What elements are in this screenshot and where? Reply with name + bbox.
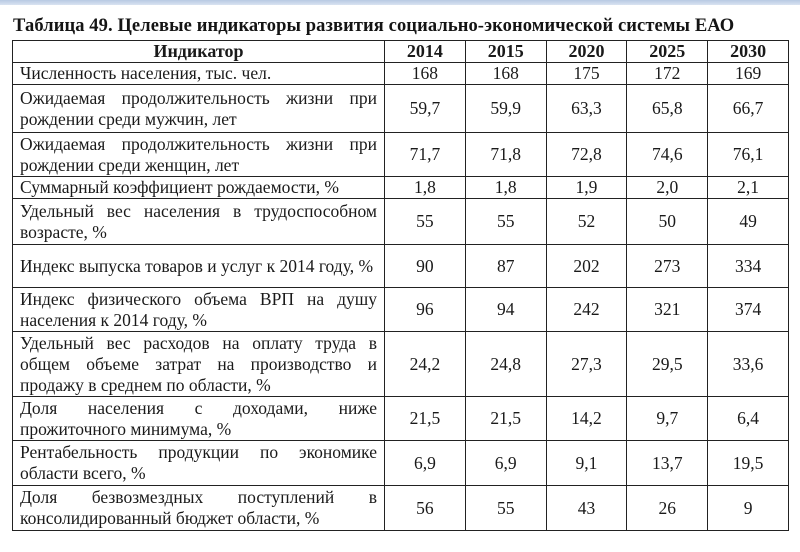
row-label: Ожидаемая продолжительность жизни при рождении среди женщин, лет xyxy=(13,133,385,177)
cell-value: 19,5 xyxy=(708,441,789,486)
cell-value: 59,9 xyxy=(465,85,546,133)
cell-value: 9 xyxy=(708,486,789,531)
cell-value: 2,1 xyxy=(708,177,789,199)
row-label: Индекс физического объема ВРП на душу населения к 2014 году, % xyxy=(13,288,385,332)
cell-value: 74,6 xyxy=(627,133,708,177)
cell-value: 242 xyxy=(546,288,627,332)
cell-value: 90 xyxy=(385,245,466,288)
cell-value: 1,8 xyxy=(385,177,466,199)
table-title: Таблица 49. Целевые индикаторы развития социально-экономической системы ЕАО xyxy=(13,16,735,36)
row-label: Ожидаемая продолжительность жизни при рождении среди мужчин, лет xyxy=(13,85,385,133)
table-row xyxy=(13,63,789,85)
cell-value: 71,8 xyxy=(465,133,546,177)
cell-value: 63,3 xyxy=(546,85,627,133)
cell-value: 55 xyxy=(465,486,546,531)
row-label: Численность населения, тыс. чел. xyxy=(13,63,385,85)
table-row xyxy=(13,441,789,486)
row-label: Суммарный коэффициент рождаемости, % xyxy=(13,177,385,199)
cell-value: 169 xyxy=(708,63,789,85)
cell-value: 50 xyxy=(627,199,708,245)
cell-value: 52 xyxy=(546,199,627,245)
cell-value: 76,1 xyxy=(708,133,789,177)
cell-value: 96 xyxy=(385,288,466,332)
header-indicator: Индикатор xyxy=(13,41,385,63)
indicators-table xyxy=(12,40,789,531)
cell-value: 6,9 xyxy=(385,441,466,486)
cell-value: 55 xyxy=(465,199,546,245)
cell-value: 24,2 xyxy=(385,332,466,397)
header-year: 2030 xyxy=(708,41,789,63)
cell-value: 94 xyxy=(465,288,546,332)
table-row xyxy=(13,85,789,133)
cell-value: 374 xyxy=(708,288,789,332)
header-year: 2025 xyxy=(627,41,708,63)
cell-value: 172 xyxy=(627,63,708,85)
cell-value: 1,9 xyxy=(546,177,627,199)
cell-value: 56 xyxy=(385,486,466,531)
cell-value: 65,8 xyxy=(627,85,708,133)
table-row xyxy=(13,332,789,397)
cell-value: 59,7 xyxy=(385,85,466,133)
cell-value: 9,7 xyxy=(627,397,708,441)
cell-value: 49 xyxy=(708,199,789,245)
cell-value: 6,9 xyxy=(465,441,546,486)
cell-value: 72,8 xyxy=(546,133,627,177)
row-label: Удельный вес населения в трудоспособном возрасте, % xyxy=(13,199,385,245)
header-year: 2015 xyxy=(465,41,546,63)
cell-value: 26 xyxy=(627,486,708,531)
row-label: Рентабельность продукции по экономике области всего, % xyxy=(13,441,385,486)
cell-value: 24,8 xyxy=(465,332,546,397)
row-label: Удельный вес расходов на оплату труда в общем объеме затрат на производство и продажу в среднем по области, % xyxy=(13,332,385,397)
cell-value: 334 xyxy=(708,245,789,288)
row-label: Доля безвозмездных поступлений в консолидированный бюджет области, % xyxy=(13,486,385,531)
header-year: 2014 xyxy=(385,41,466,63)
cell-value: 14,2 xyxy=(546,397,627,441)
cell-value: 43 xyxy=(546,486,627,531)
cell-value: 1,8 xyxy=(465,177,546,199)
table-row xyxy=(13,199,789,245)
window-top-bar xyxy=(0,0,800,5)
row-label: Доля населения с доходами, ниже прожиточного минимума, % xyxy=(13,397,385,441)
cell-value: 202 xyxy=(546,245,627,288)
cell-value: 6,4 xyxy=(708,397,789,441)
cell-value: 55 xyxy=(385,199,466,245)
table-row xyxy=(13,486,789,531)
cell-value: 29,5 xyxy=(627,332,708,397)
cell-value: 9,1 xyxy=(546,441,627,486)
cell-value: 87 xyxy=(465,245,546,288)
table-row xyxy=(13,397,789,441)
header-row xyxy=(13,41,789,63)
cell-value: 175 xyxy=(546,63,627,85)
cell-value: 2,0 xyxy=(627,177,708,199)
cell-value: 27,3 xyxy=(546,332,627,397)
cell-value: 33,6 xyxy=(708,332,789,397)
table-row xyxy=(13,133,789,177)
table-row xyxy=(13,288,789,332)
cell-value: 13,7 xyxy=(627,441,708,486)
cell-value: 273 xyxy=(627,245,708,288)
cell-value: 66,7 xyxy=(708,85,789,133)
cell-value: 71,7 xyxy=(385,133,466,177)
cell-value: 21,5 xyxy=(385,397,466,441)
header-year: 2020 xyxy=(546,41,627,63)
table-row xyxy=(13,245,789,288)
cell-value: 168 xyxy=(465,63,546,85)
cell-value: 21,5 xyxy=(465,397,546,441)
table-row xyxy=(13,177,789,199)
cell-value: 321 xyxy=(627,288,708,332)
row-label: Индекс выпуска товаров и услуг к 2014 году, % xyxy=(13,245,385,288)
cell-value: 168 xyxy=(385,63,466,85)
